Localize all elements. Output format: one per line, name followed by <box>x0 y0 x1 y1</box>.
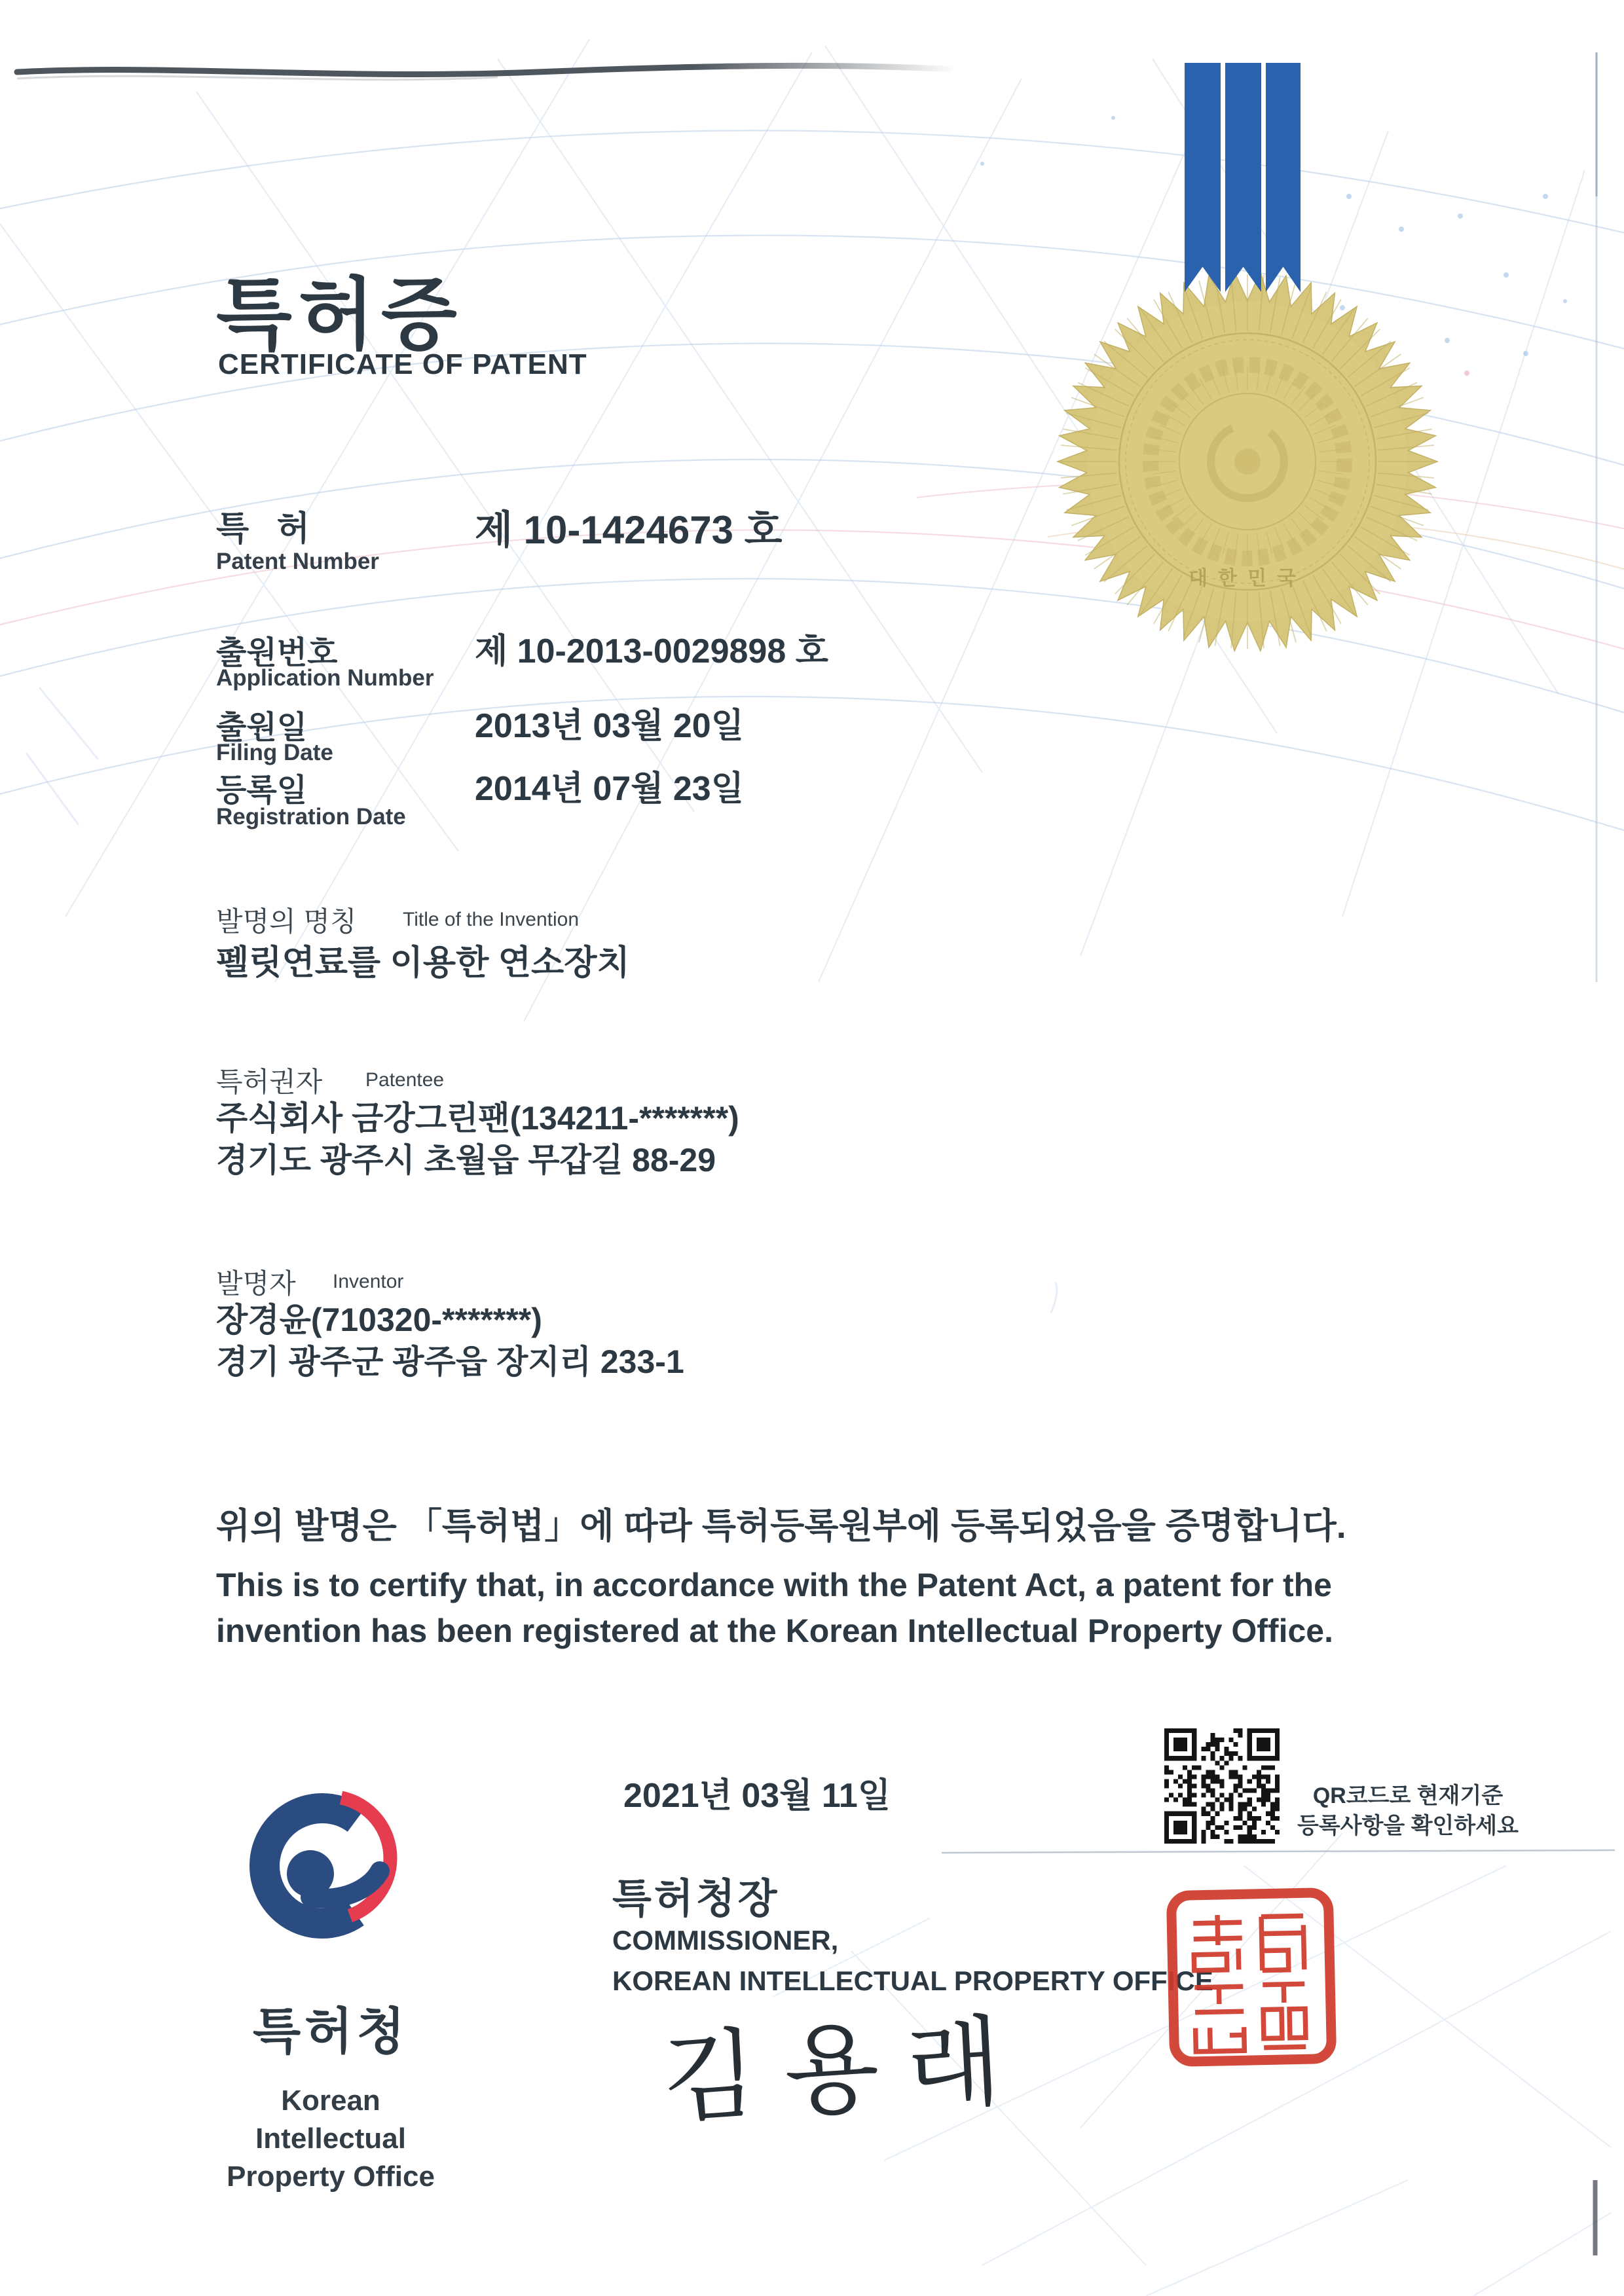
inventor-label-kr: 발명자 <box>216 1268 296 1299</box>
inventor-name: 장경윤(710320-*******) <box>216 1302 542 1338</box>
medal-embossed-text: 대한민국 <box>1189 568 1306 589</box>
statement-en-line2: invention has been registered at the Korean Intellectual Property Office. <box>216 1613 1333 1649</box>
qr-note-line1: QR코드로 현재기준 <box>1312 1783 1504 1808</box>
certificate-title-en: CERTIFICATE OF PATENT <box>218 348 587 380</box>
official-red-seal <box>1165 1886 1338 2068</box>
gold-foil-seal <box>1044 259 1450 665</box>
ribbon-stripe-middle <box>1225 63 1261 292</box>
commissioner-en-line1: COMMISSIONER, <box>612 1925 839 1956</box>
statement-kr: 위의 발명은 「특허법」에 따라 특허등록원부에 등록되었음을 증명합니다. <box>216 1506 1346 1546</box>
field-value-patent-number: 제 10-1424673 호 <box>475 508 783 552</box>
inventor-address: 경기 광주군 광주읍 장지리 233-1 <box>216 1343 684 1380</box>
footer-org-kr: 특허청 <box>252 2004 409 2060</box>
field-value-filing-date: 2013년 03월 20일 <box>475 707 744 745</box>
kipo-emblem <box>241 1774 414 1974</box>
statement-en-line1: This is to certify that, in accordance with the Patent Act, a patent for the <box>216 1567 1332 1603</box>
field-label-filing-date-en: Filing Date <box>216 740 333 765</box>
field-label-registration-date-en: Registration Date <box>216 804 406 829</box>
qr-note-line2: 등록사항을 확인하세요 <box>1297 1813 1519 1838</box>
footer-org-en <box>210 2082 452 2196</box>
patentee-label-kr: 특허권자 <box>216 1066 323 1097</box>
field-label-application-number-kr: 출원번호 <box>216 636 338 670</box>
footer-org-en-line2: Property Office <box>227 2160 435 2193</box>
ribbon-stripe-left <box>1185 63 1221 292</box>
field-label-application-number-en: Application Number <box>216 665 434 691</box>
qr-code <box>1164 1728 1280 1844</box>
commissioner-title-kr: 특허청장 <box>612 1876 780 1922</box>
field-label-patent-number-kr: 특 허 <box>216 510 319 548</box>
certificate-title-kr: 특허증 <box>216 271 464 359</box>
commissioner-signature: 김용래 <box>659 2005 1032 2134</box>
footer-org-en-line1: Korean Intellectual <box>255 2085 406 2155</box>
qr-note <box>1293 1781 1522 1841</box>
field-label-registration-date-kr: 등록일 <box>216 773 308 808</box>
field-label-filing-date-kr: 출원일 <box>216 710 308 745</box>
invention-label-en: Title of the Invention <box>403 909 580 930</box>
commissioner-en-line2: KOREAN INTELLECTUAL PROPERTY OFFICE <box>612 1965 1213 1996</box>
patentee-address: 경기도 광주시 초월읍 무갑길 88-29 <box>216 1142 716 1178</box>
field-value-registration-date: 2014년 07월 23일 <box>475 770 744 808</box>
ribbon-stripe-right <box>1266 63 1301 292</box>
field-value-application-number: 제 10-2013-0029898 호 <box>475 632 828 670</box>
patentee-label-en: Patentee <box>365 1069 445 1091</box>
invention-title: 펠릿연료를 이용한 연소장치 <box>216 944 630 982</box>
invention-label-kr: 발명의 명칭 <box>216 906 357 937</box>
field-label-patent-number-en: Patent Number <box>216 549 379 574</box>
patentee-name: 주식회사 금강그린팬(134211-*******) <box>216 1100 739 1137</box>
inventor-label-en: Inventor <box>333 1271 404 1292</box>
issue-date: 2021년 03월 11일 <box>623 1777 891 1815</box>
